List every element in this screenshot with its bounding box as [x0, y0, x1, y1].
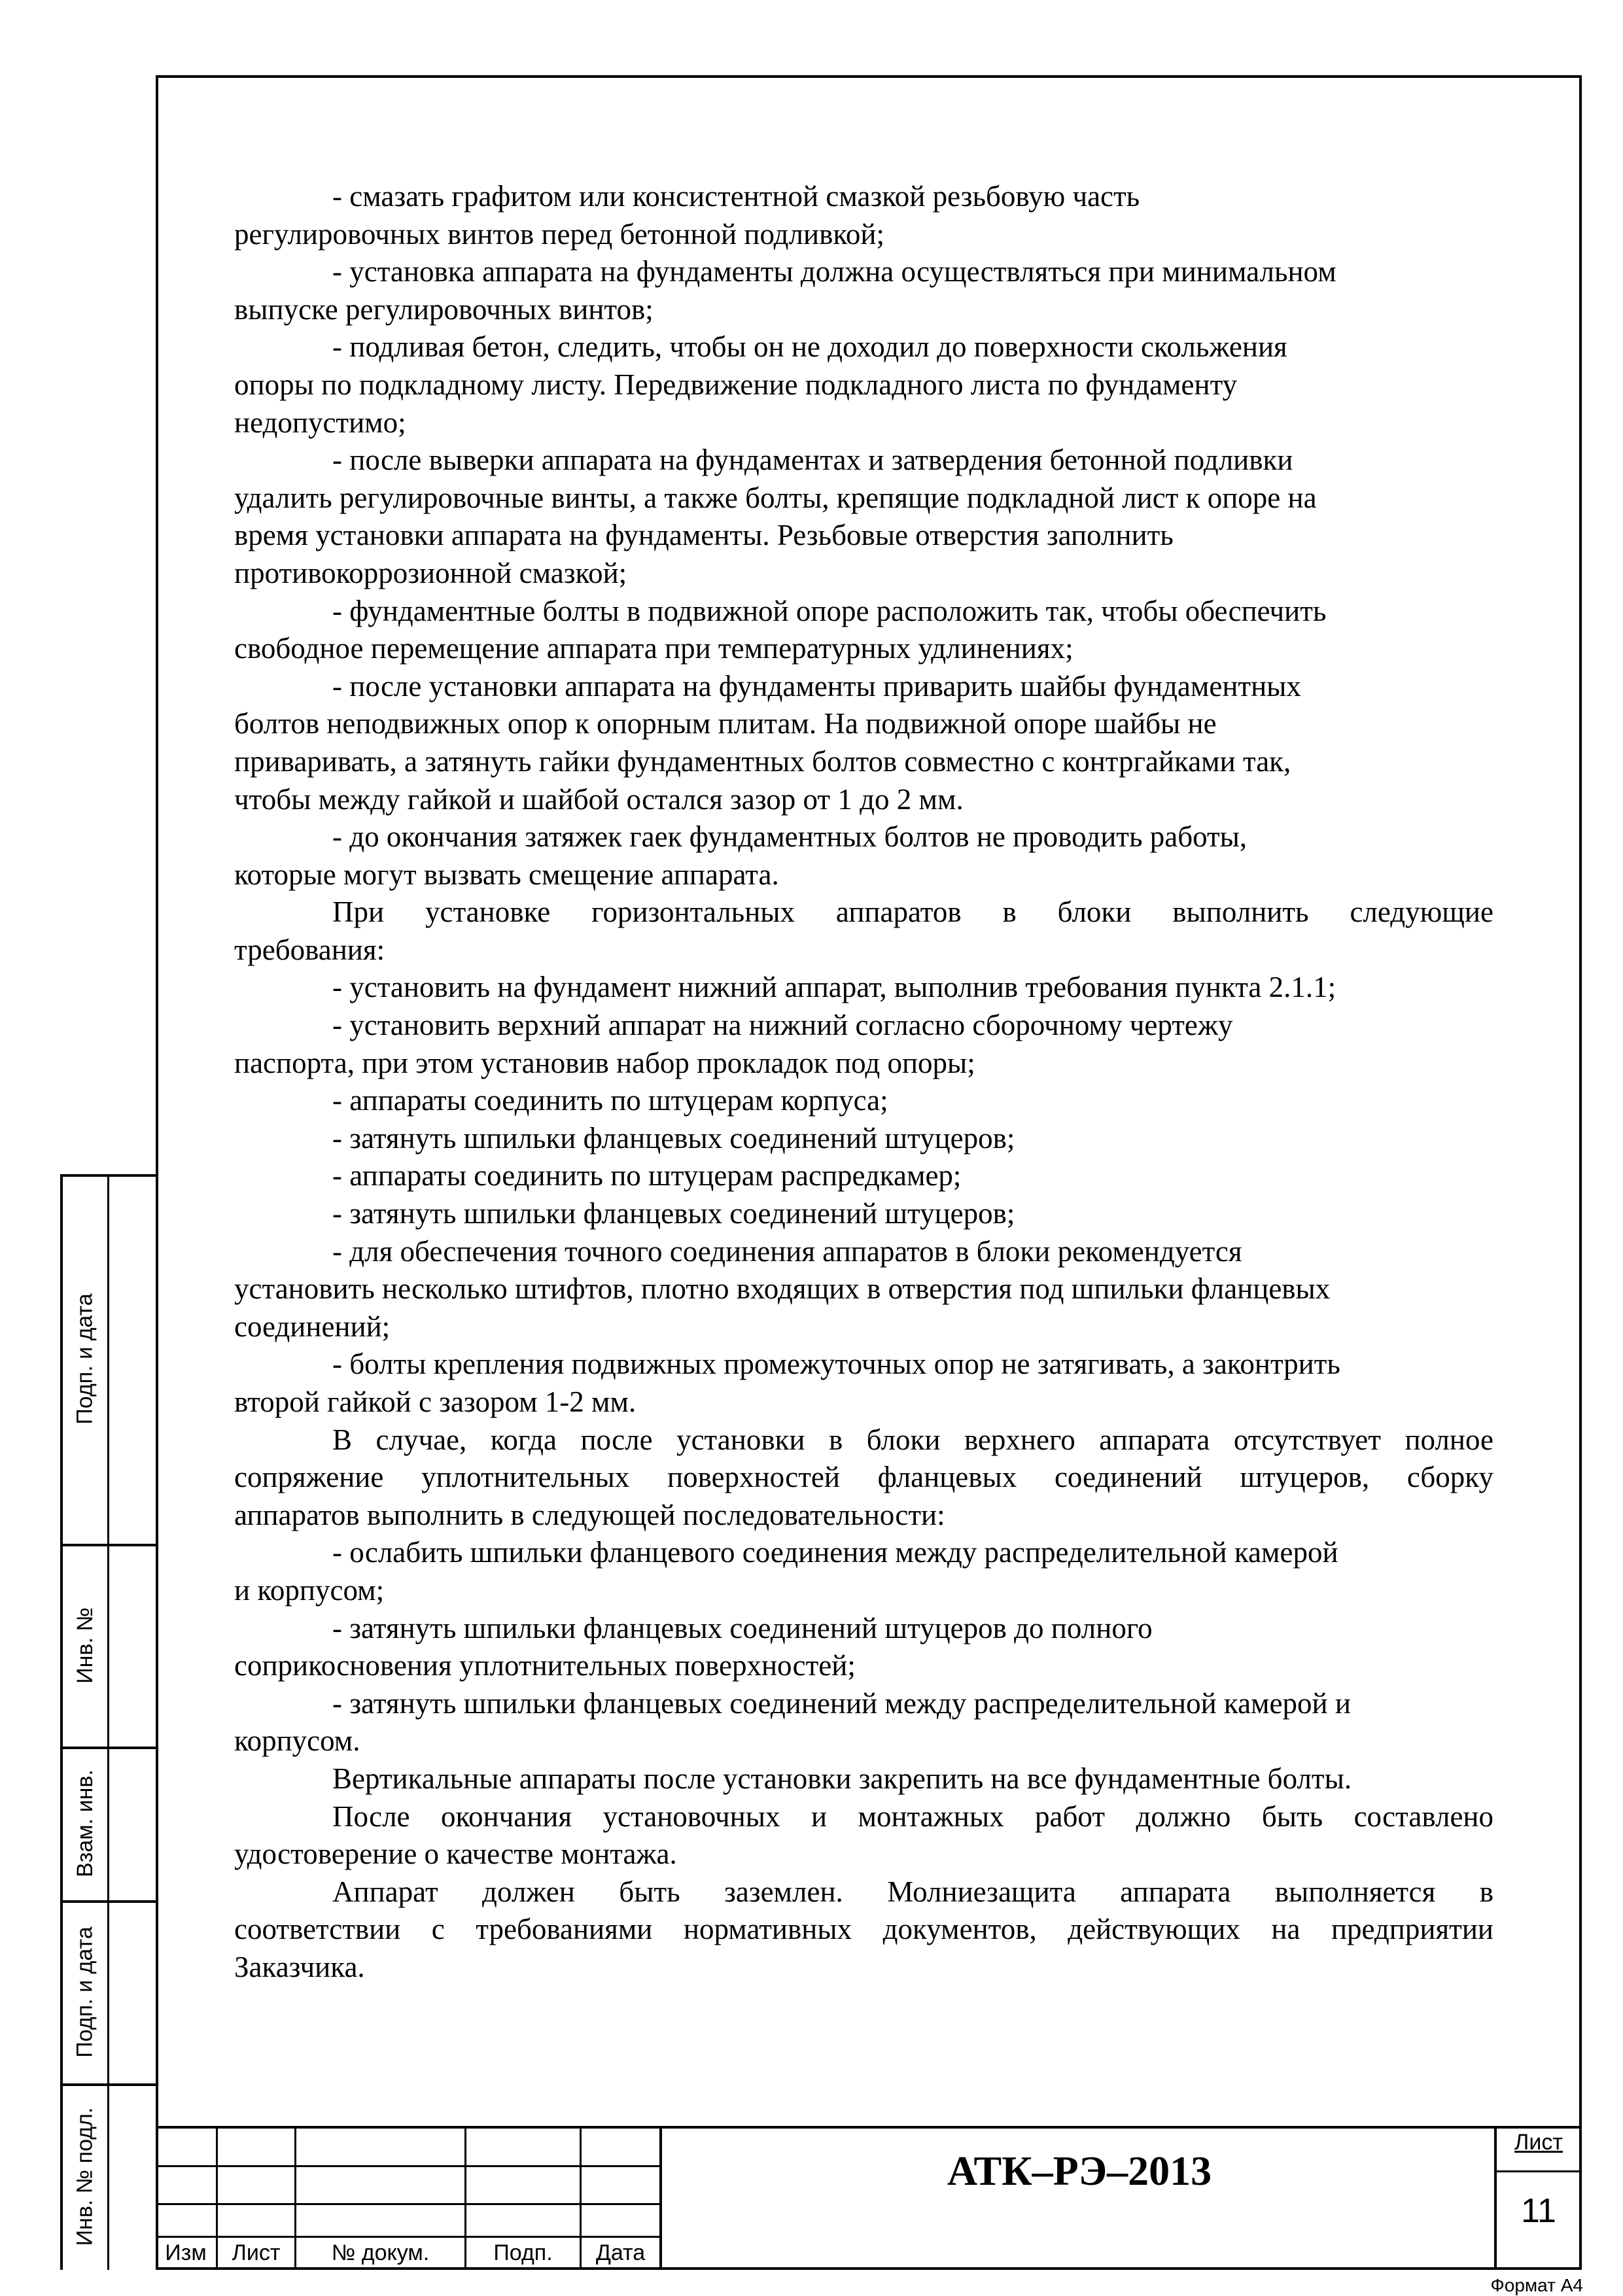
text-line: аппаратов выполнить в следующей последовательности:: [234, 1498, 945, 1531]
paragraph: [234, 1610, 1493, 1685]
text-line: регулировочных винтов перед бетонной подливкой;: [234, 217, 884, 251]
text-line: второй гайкой с зазором 1-2 мм.: [234, 1385, 637, 1418]
column-header-signature: Подп.: [493, 2240, 553, 2265]
text-line: паспорта, при этом установив набор прокладок под опоры;: [234, 1046, 975, 1079]
paragraph: [234, 1157, 1493, 1195]
text-line: - установка аппарата на фундаменты должна осуществляться при минимальном: [332, 255, 1336, 288]
format-label: Формат А4: [1490, 2275, 1583, 2295]
paragraph: [234, 1798, 1493, 1873]
text-line: - затянуть шпильки фланцевых соединений между распределительной камерой и: [332, 1686, 1351, 1720]
column-header-doc-no: № докум.: [331, 2240, 430, 2265]
sheet-number: 11: [1521, 2192, 1556, 2230]
text-line: - до окончания затяжек гаек фундаментных болтов не проводить работы,: [332, 820, 1248, 854]
text-line: опоры по подкладному листу. Передвижение подкладного листа по фундаменту: [234, 368, 1238, 401]
text-line: - затянуть шпильки фланцевых соединений штуцеров;: [332, 1121, 1015, 1155]
text-line: приваривать, а затянуть гайки фундаментных болтов совместно с контргайками так,: [234, 744, 1291, 778]
text-line: - аппараты соединить по штуцерам распредкамер;: [332, 1159, 962, 1192]
text-line: - после установки аппарата на фундаменты приварить шайбы фундаментных: [332, 669, 1301, 703]
side-stamp: [60, 1174, 156, 2270]
side-stamp-divider: [107, 1174, 109, 2270]
side-label-original-inv: Инв. № подл.: [72, 2107, 97, 2246]
text-line: При установке горизонтальных аппаратов в блоки выполнить следующие: [332, 896, 1493, 929]
document-code: АТК–РЭ–2013: [947, 2148, 1212, 2194]
paragraph: [234, 328, 1493, 442]
paragraph: [234, 1346, 1493, 1421]
text-line: установить несколько штифтов, плотно входящих в отверстия под шпильки фланцевых: [234, 1272, 1331, 1306]
text-line: свободное перемещение аппарата при температурных удлинениях;: [234, 632, 1073, 665]
document-body: [234, 178, 1493, 1987]
text-line: соприкосновения уплотнительных поверхностей;: [234, 1649, 856, 1682]
text-line: болтов неподвижных опор к опорным плитам. На подвижной опоре шайбы не: [234, 707, 1217, 740]
paragraph: [234, 818, 1493, 894]
text-line: удостоверение о качестве монтажа.: [234, 1837, 677, 1871]
text-line: - ослабить шпильки фланцевого соединения между распределительной камерой: [332, 1536, 1338, 1569]
text-line: - установить на фундамент нижний аппарат, выполнив требования пункта 2.1.1;: [332, 971, 1336, 1004]
text-line: и корпусом;: [234, 1573, 385, 1607]
title-block-top-border: [156, 2126, 1582, 2129]
text-line: сопряжение уплотнительных поверхностей фланцевых соединений штуцеров, сборку: [234, 1461, 1493, 1494]
column-header-change: Изм: [165, 2240, 207, 2265]
title-block-row-line: [156, 2203, 661, 2205]
text-line: соответствии с требованиями нормативных документов, действующих на предприятии: [234, 1913, 1493, 1946]
text-line: - смазать графитом или консистентной смазкой резьбовую часть: [332, 180, 1140, 213]
text-line: выпуске регулировочных винтов;: [234, 292, 654, 326]
paragraph: [234, 1534, 1493, 1609]
paragraph: [234, 1873, 1493, 1987]
text-line: - для обеспечения точного соединения аппаратов в блоки рекомендуется: [332, 1234, 1242, 1268]
text-line: - фундаментные болты в подвижной опоре расположить так, чтобы обеспечить: [332, 594, 1327, 627]
text-line: требования:: [234, 933, 385, 966]
text-line: время установки аппарата на фундаменты. Резьбовые отверстия заполнить: [234, 519, 1174, 552]
text-line: удалить регулировочные винты, а также болты, крепящие подкладной лист к опоре на: [234, 481, 1317, 514]
text-line: - болты крепления подвижных промежуточных опор не затягивать, а законтрить: [332, 1348, 1340, 1381]
paragraph: [234, 668, 1493, 818]
paragraph: [234, 1760, 1493, 1798]
title-block-row-line: [156, 2165, 661, 2167]
text-line: которые могут вызвать смещение аппарата.: [234, 858, 779, 891]
text-line: корпусом.: [234, 1724, 360, 1758]
text-line: Заказчика.: [234, 1950, 365, 1983]
text-line: Вертикальные аппараты после установки закрепить на все фундаментные болты.: [332, 1762, 1352, 1795]
text-line: - аппараты соединить по штуцерам корпуса;: [332, 1084, 888, 1117]
paragraph: [234, 894, 1493, 969]
text-line: После окончания установочных и монтажных работ должно быть составлено: [332, 1800, 1493, 1833]
side-label-sign-date-2: Подп. и дата: [72, 1926, 97, 2058]
title-block-row-line: [1495, 2170, 1582, 2172]
column-header-sheet: Лист: [232, 2240, 281, 2265]
text-line: недопустимо;: [234, 406, 406, 439]
text-line: - установить верхний аппарат на нижний согласно сборочному чертежу: [332, 1009, 1233, 1042]
paragraph: [234, 1082, 1493, 1120]
sheet-label: Лист: [1514, 2130, 1563, 2155]
side-label-replace-inv: Взам. инв.: [72, 1769, 97, 1877]
paragraph: [234, 1233, 1493, 1346]
text-line: - подливая бетон, следить, чтобы он не доходил до поверхности скольжения: [332, 330, 1287, 364]
paragraph: [234, 253, 1493, 328]
text-line: В случае, когда после установки в блоки верхнего аппарата отсутствует полное: [332, 1423, 1493, 1456]
paragraph: [234, 442, 1493, 592]
text-line: соединений;: [234, 1310, 391, 1343]
paragraph: [234, 1195, 1493, 1233]
paragraph: [234, 1421, 1493, 1535]
paragraph: [234, 593, 1493, 668]
paragraph: [234, 1007, 1493, 1082]
text-line: противокоррозионной смазкой;: [234, 556, 627, 589]
title-block-row-line: [156, 2236, 661, 2238]
paragraph: [234, 178, 1493, 253]
text-line: Аппарат должен быть заземлен. Молниезащита аппарата выполняется в: [332, 1875, 1493, 1908]
text-line: - после выверки аппарата на фундаментах и затвердения бетонной подливки: [332, 444, 1293, 477]
paragraph: [234, 969, 1493, 1007]
text-line: - затянуть шпильки фланцевых соединений штуцеров до полного: [332, 1611, 1153, 1644]
side-label-inv-no: Инв. №: [72, 1607, 97, 1684]
side-label-sign-date-1: Подп. и дата: [72, 1293, 97, 1425]
text-line: чтобы между гайкой и шайбой остался зазор от 1 до 2 мм.: [234, 782, 964, 816]
text-line: - затянуть шпильки фланцевых соединений штуцеров;: [332, 1197, 1015, 1230]
paragraph: [234, 1685, 1493, 1760]
column-header-date: Дата: [595, 2240, 646, 2265]
paragraph: [234, 1120, 1493, 1158]
